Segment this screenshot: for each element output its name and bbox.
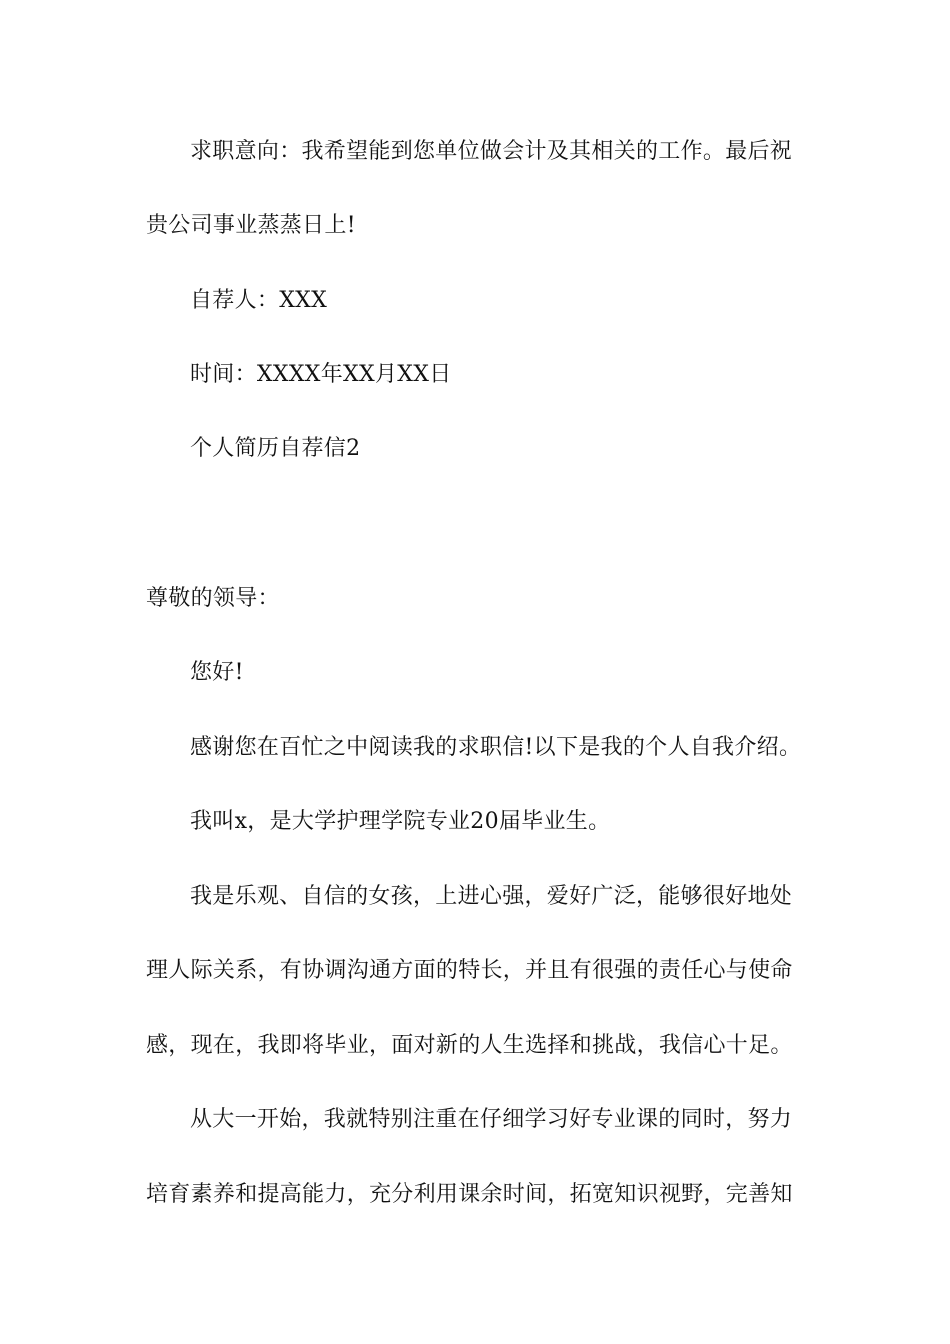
- date-line: 时间：XXXX年XX月XX日: [190, 362, 452, 387]
- salutation: 尊敬的领导：: [146, 586, 280, 611]
- paragraph-personality: 我是乐观、自信的女孩，上进心强，爱好广泛，能够很好地处: [190, 884, 793, 909]
- paragraph-intro: 我叫x，是大学护理学院专业20届毕业生。: [190, 809, 611, 834]
- paragraph-personality-line-3: 感，现在，我即将毕业，面对新的人生选择和挑战，我信心十足。: [146, 1033, 793, 1058]
- section-title: 个人简历自荐信2: [190, 436, 361, 461]
- signature-line: 自荐人：XXX: [190, 288, 328, 313]
- greeting: 您好!: [190, 660, 244, 685]
- paragraph-job-intent-continued: 贵公司事业蒸蒸日上!: [146, 213, 356, 238]
- paragraph-job-intent: 求职意向：我希望能到您单位做会计及其相关的工作。最后祝: [190, 139, 793, 164]
- paragraph-personality-line-2: 理人际关系，有协调沟通方面的特长，并且有很强的责任心与使命: [146, 958, 793, 983]
- paragraph-study: 从大一开始，我就特别注重在仔细学习好专业课的同时，努力: [190, 1107, 793, 1132]
- paragraph-thanks: 感谢您在百忙之中阅读我的求职信!以下是我的个人自我介绍。: [190, 735, 802, 760]
- paragraph-study-line-2: 培育素养和提高能力，充分利用课余时间，拓宽知识视野，完善知: [146, 1182, 793, 1207]
